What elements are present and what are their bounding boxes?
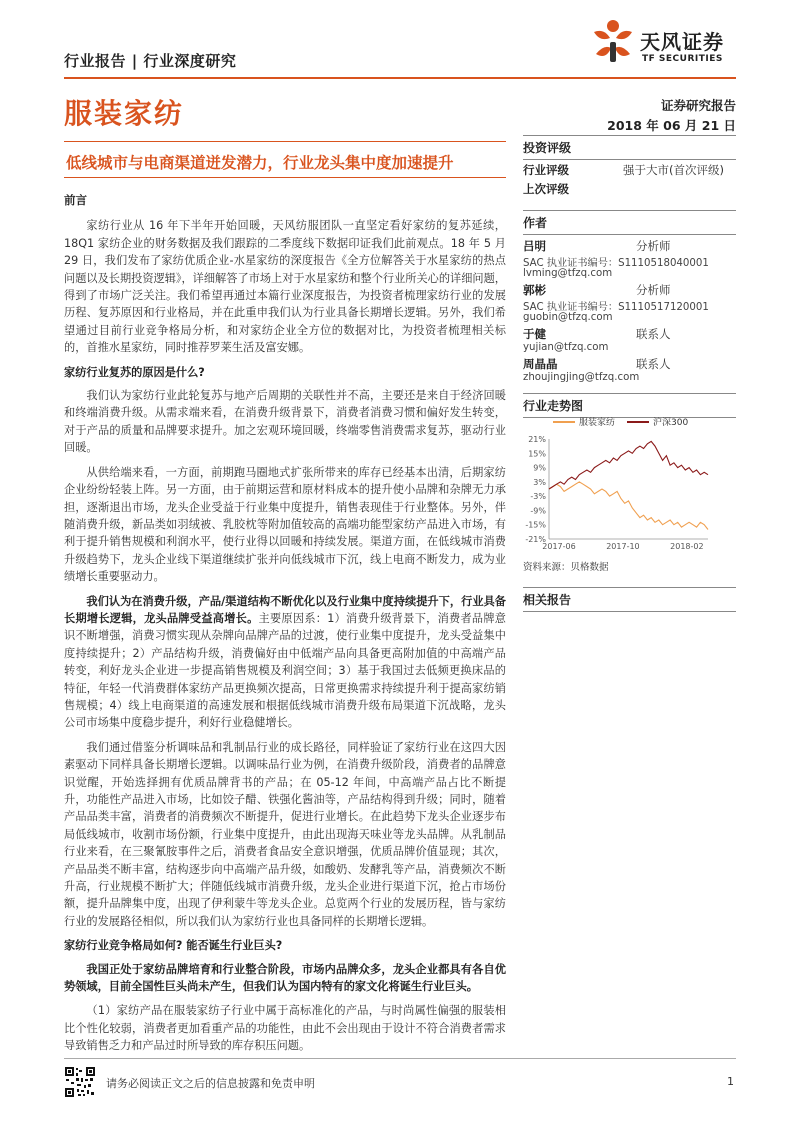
y-tick-label: -9% <box>530 506 546 516</box>
logo-text-cn: 天风证券 <box>640 30 724 54</box>
author-name: 郭彬 <box>523 283 546 297</box>
title-rule-top <box>64 141 506 142</box>
qr-code-icon <box>64 1066 96 1098</box>
author-email[interactable]: guobin@tfzq.com <box>523 312 613 323</box>
rating-previous-label: 上次评级 <box>523 181 569 196</box>
series-line <box>549 482 708 530</box>
chart-plot <box>523 429 736 569</box>
body-text <box>64 192 506 1062</box>
author-email[interactable]: yujian@tfzq.com <box>523 342 609 353</box>
paragraph-intro: 家纺行业从 16 年下半年开始回暖，天风纺服团队一直坚定看好家纺的复苏延续，18Q1 家纺企业的财务数据及我们跟踪的二季度线下数据印证我们此前观点。18 年 5 月 29 日，我们发布了家纺优质企业-水星家纺的深度报告《全方位解答关于水星家纺的热点问题以及长期投资逻辑》，详细解答了市场上对于水星家纺和整个行业所关心的详细问题，得到了市场广泛关注。我们希望再通过本篇行业深度报告，为投资者梳理家纺行业的发展历程、复苏原因和行业格局，并在此重申我们认为行业具备长期增长逻辑。另外，我们希望通过目前行业竞争格局分析，和对家纺企业全方位的数据对比，为投资者梳理相关标的，首推水星家纺，同时推荐罗莱生活及富安娜。 <box>64 219 506 355</box>
series-line <box>549 441 708 489</box>
paragraph-supply: 从供给端来看，一方面，前期跑马圈地式扩张所带来的库存已经基本出清，后期家纺企业纷纷轻装上阵。另一方面，由于前期运营和原材料成本的提升使小品牌和杂牌无力承担，逐渐退出市场，龙头企业受益于行业集中度提升，销售表现佳于行业整体。另外，伴随消费升级，新品类如羽绒被、乳胶枕等附加值较高的高端功能型家纺产品进入市场，有利于提升销售规模和利润水平，使行业得以回暖和持续发展。渠道方面，在低线城市消费升级趋势下，龙头企业线下渠道继续扩张并向低线城市下沉，线上电商不断发力，成为业绩增长重要驱动力。 <box>64 465 506 584</box>
company-logo <box>590 16 740 70</box>
y-tick-label: 15% <box>528 449 546 459</box>
legend-item <box>553 415 615 428</box>
logo-text-en: TF SECURITIES <box>642 54 723 64</box>
chart-legend <box>553 415 688 428</box>
y-tick-label: 21% <box>528 435 546 444</box>
y-tick-label: -15% <box>525 520 546 530</box>
heading-intro: 前言 <box>64 193 87 207</box>
footer-divider <box>64 1058 736 1059</box>
author-entry <box>523 282 736 326</box>
trend-title: 行业走势图 <box>523 399 584 413</box>
legend-label: 沪深300 <box>653 418 689 428</box>
author-role: 联系人 <box>636 357 671 371</box>
trend-chart <box>523 393 736 573</box>
authors-title: 作者 <box>523 216 548 230</box>
author-entry <box>523 238 736 282</box>
header-divider <box>64 77 736 79</box>
author-email[interactable]: zhoujingjing@tfzq.com <box>523 372 640 383</box>
author-entry <box>523 326 736 356</box>
y-tick-label: -3% <box>530 492 546 502</box>
paragraph-demand: 我们认为家纺行业此轮复苏与地产后周期的关联性并不高，主要还是来自于经济回暖和终端消费升级。从需求端来看，在消费升级背景下，消费者消费习惯和偏好发生转变，对于产品的质量和品牌要求提升。加之宏观环境回暖，终端零售消费需求复苏，驱动行业回暖。 <box>64 389 506 455</box>
rating-industry-value: 强于大市(首次评级) <box>623 162 724 177</box>
y-tick-label: 9% <box>533 463 546 473</box>
legend-item <box>627 415 688 428</box>
author-name: 吕明 <box>523 239 546 253</box>
paragraph-logic <box>64 593 506 732</box>
x-tick-label: 2018-02 <box>670 542 704 551</box>
rating-title: 投资评级 <box>523 141 572 155</box>
logo-mark-icon <box>590 18 636 66</box>
paragraph-competition-bold: 我国正处于家纺品牌培育和行业整合阶段，市场内品牌众多，龙头企业都具有各自优势领域，目前全国性巨头尚未产生，但我们认为国内特有的家文化将诞生行业巨头。 <box>64 962 506 994</box>
author-role: 联系人 <box>636 327 671 341</box>
rating-previous <box>523 179 736 198</box>
author-role: 分析师 <box>636 239 671 253</box>
author-role: 分析师 <box>636 283 671 297</box>
x-tick-label: 2017-10 <box>606 542 640 551</box>
report-type: 证券研究报告 <box>660 98 736 113</box>
author-cert: SAC 执业证书编号：S1110518040001 <box>523 258 709 269</box>
author-cert: SAC 执业证书编号：S1110517120001 <box>523 302 709 313</box>
y-tick-label: 3% <box>533 477 546 487</box>
author-email[interactable]: lvming@tfzq.com <box>523 268 613 279</box>
chart-source: 资料来源：贝格数据 <box>523 562 609 573</box>
related-title: 相关报告 <box>523 593 572 607</box>
footer-disclaimer: 请务必阅读正文之后的信息披露和免责申明 <box>106 1077 315 1090</box>
author-entry <box>523 356 736 386</box>
heading-competition: 家纺行业竞争格局如何? 能否诞生行业巨头? <box>64 939 283 953</box>
sector-title: 服装家纺 <box>64 97 185 130</box>
heading-why: 家纺行业复苏的原因是什么? <box>64 365 205 379</box>
title-rule-bottom <box>64 177 506 178</box>
rating-industry-label: 行业评级 <box>523 162 569 177</box>
report-date: 2018 年 06 月 21 日 <box>607 118 736 133</box>
sidebar <box>523 135 736 386</box>
paragraph-analogy: 我们通过借鉴分析调味品和乳制品行业的成长路径，同样验证了家纺行业在这四大因素驱动下同样具备长期增长逻辑。以调味品行业为例，在消费升级阶段，消费者的品牌意识觉醒，开始选择拥有优质品牌背书的产品；在 05-12 年间，中高端产品占比不断提升，功能性产品进入市场，比如饺子醋、铁强化酱油等，产品结构得到升级；同时，随着产品品类丰富，消费者的消费频次不断提升，促进行业增长。在此趋势下龙头企业逐步布局低线城市，收割市场份额，行业集中度提升，由此出现海天味业等龙头品牌。从乳制品行业来看，在三聚氰胺事件之后，消费者食品安全意识增强，优质品牌价值显现；其次，产品品类不断丰富，结构逐步向中高端产品升级，如酸奶、发酵乳等产品，消费频次不断升高，行业规模不断扩大；伴随低线城市消费升级，龙头企业进行渠道下沉，抢占市场份额，提升品牌集中度，出现了伊利蒙牛等龙头企业。总览两个行业的发展历程，皆与家纺行业的发展路径相似，所以我们认为家纺行业也具备同样的长期增长逻辑。 <box>64 740 506 928</box>
y-tick-label: -21% <box>525 535 546 544</box>
report-category: 行业报告 | 行业深度研究 <box>64 52 237 70</box>
related-reports <box>523 587 736 612</box>
legend-swatch <box>553 421 575 423</box>
legend-swatch <box>627 421 649 423</box>
rating-industry <box>523 160 736 179</box>
related-rule <box>523 611 736 612</box>
x-tick-label: 2017-06 <box>542 542 576 551</box>
author-name: 周晶晶 <box>523 357 558 371</box>
page-number: 1 <box>727 1075 734 1088</box>
author-name: 于健 <box>523 327 546 341</box>
paragraph-logic-bold: 我们认为在消费升级，产品/渠道结构不断优化以及行业集中度持续提升下，行业具备长期增长逻辑，龙头品牌受益高增长。 <box>64 594 506 625</box>
paragraph-logic-rest: 主要原因系：1）消费升级背景下，消费者品牌意识不断增强，消费习惯实现从杂牌向品牌产品的过渡，使行业集中度提升，龙头受益集中度持续提升；2）产品结构升级，消费偏好由中低端产品向具备更高附加值的中高端产品转变，利好龙头企业进一步提高销售规模及利润空间；3）基于我国过去低频更换床品的特征，年轻一代消费群体家纺产品更换频次提高，日常更换需求持续提升利于提高家纺销售规模；4）线上电商渠道的高速发展和根据低线城市消费升级布局渠道下沉战略，龙头公司市场集中度稳步提升，利好行业稳健增长。 <box>64 611 506 730</box>
paragraph-point-1: （1）家纺产品在服装家纺子行业中属于高标准化的产品，与时尚属性偏强的服装相比个性化较弱，消费者更加看重产品的功能性，由此不会出现由于设计不符合消费者需求导致销售乏力和产品过时所导致的库存积压问题。 <box>64 1004 506 1053</box>
main-title: 低线城市与电商渠道迸发潜力，行业龙头集中度加速提升 <box>66 154 454 172</box>
legend-label: 服装家纺 <box>579 418 616 428</box>
